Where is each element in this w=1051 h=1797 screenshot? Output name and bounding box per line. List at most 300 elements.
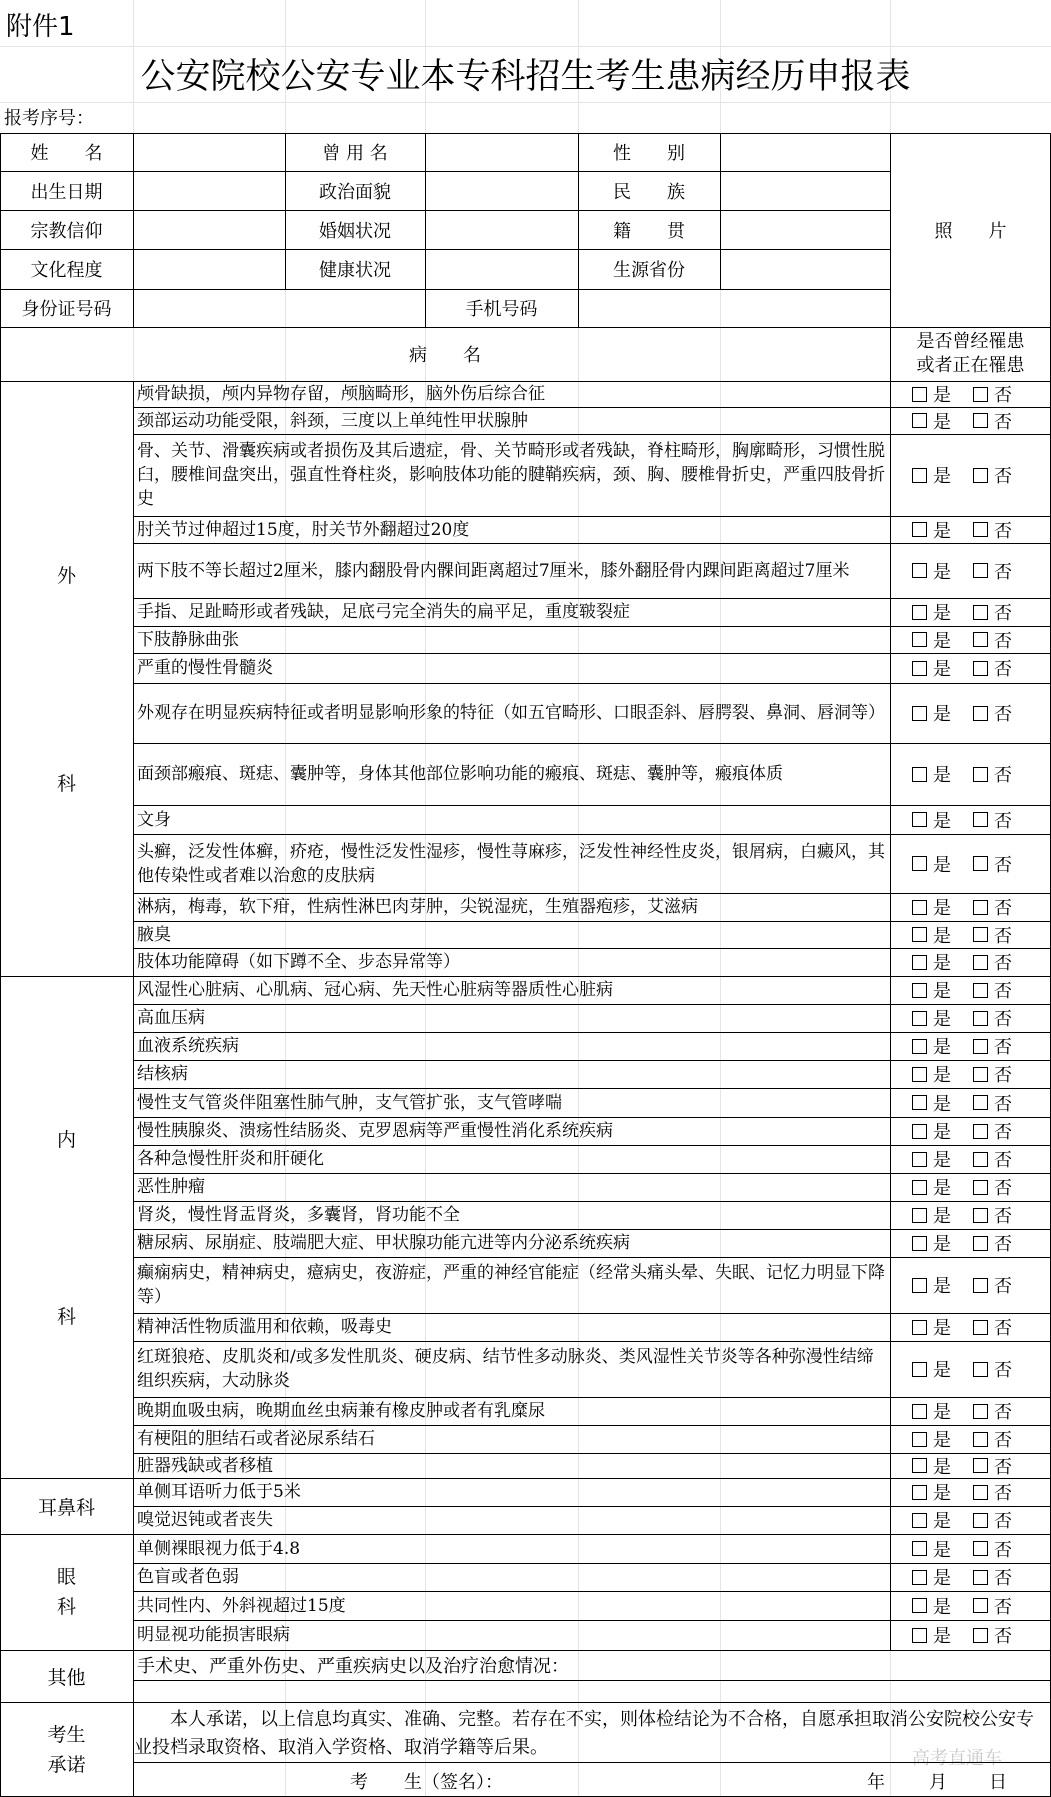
no-checkbox[interactable] (973, 1458, 988, 1473)
disease-name: 严重的慢性骨髓炎 (137, 658, 273, 678)
no-label: 否 (994, 1276, 1012, 1297)
yes-label: 是 (933, 1318, 951, 1339)
section-pledge-label1: 考生 (47, 1723, 86, 1746)
yes-label: 是 (933, 1150, 951, 1171)
disease-name: 风湿性心脏病、心肌病、冠心病、先天性心脏病等器质性心脏病 (137, 980, 613, 1000)
other-history-input[interactable] (133, 1680, 1051, 1702)
border-v (285, 133, 286, 289)
yes-checkbox[interactable] (912, 955, 927, 970)
disease-name: 面颈部瘢痕、斑痣、囊肿等，身体其他部位影响功能的瘢痕、斑痣、囊肿等，瘢痕体质 (137, 764, 783, 784)
yes-no-choice (890, 434, 1051, 516)
political-status-label: 政治面貌 (319, 181, 391, 203)
yes-no-choice (890, 1032, 1051, 1060)
yes-no-choice (890, 598, 1051, 626)
no-label: 否 (994, 1234, 1012, 1255)
no-label: 否 (994, 1150, 1012, 1171)
disease-name: 晚期血吸虫病，晚期血丝虫病兼有橡皮肿或者有乳糜尿 (137, 1401, 545, 1421)
border-h (133, 1229, 1051, 1230)
disease-name: 骨、关节、滑囊疾病或者损伤及其后遗症，骨、关节畸形或者残缺，脊柱畸形，胸廓畸形，习惯性脱臼，腰椎间盘突出，强直性脊柱炎，影响肢体功能的腱鞘疾病，颈、胸、腰椎骨折史，严重四肢骨折史 (137, 441, 885, 509)
no-label: 否 (994, 810, 1012, 832)
no-label: 否 (994, 704, 1012, 725)
no-checkbox[interactable] (973, 1598, 988, 1613)
yes-checkbox[interactable] (912, 387, 927, 402)
phone-input[interactable] (578, 289, 890, 327)
yes-checkbox[interactable] (912, 1598, 927, 1613)
no-label: 否 (994, 925, 1012, 947)
border-h (133, 1341, 1051, 1342)
border-h (133, 1257, 1051, 1258)
no-label: 否 (994, 953, 1012, 974)
photo-box[interactable]: 照 片 (934, 221, 1007, 242)
no-checkbox[interactable] (973, 706, 988, 721)
yes-label: 是 (933, 1483, 951, 1504)
no-label: 否 (994, 854, 1012, 876)
no-label: 否 (994, 1065, 1012, 1086)
other-history-prompt: 手术史、严重外伤史、严重疾病史以及治疗治愈情况： (137, 1656, 569, 1677)
no-checkbox[interactable] (973, 983, 988, 998)
yes-label: 是 (933, 1456, 951, 1478)
yes-no-choice (890, 1229, 1051, 1257)
yes-label: 是 (933, 385, 951, 406)
section-surgery-char1: 外 (56, 565, 76, 588)
no-checkbox[interactable] (973, 387, 988, 402)
no-checkbox[interactable] (973, 468, 988, 483)
yes-no-choice (890, 1257, 1051, 1313)
border-h (0, 381, 1051, 382)
no-checkbox[interactable] (973, 413, 988, 428)
yes-no-choice (890, 1060, 1051, 1088)
yes-no-choice (890, 1117, 1051, 1145)
id-number-label: 身份证号码 (21, 299, 112, 320)
yes-label: 是 (933, 953, 951, 974)
yes-checkbox[interactable] (912, 1513, 927, 1528)
watermark: 高考直通车 (912, 1748, 1002, 1769)
border-h (133, 626, 1051, 627)
yes-checkbox[interactable] (912, 1432, 927, 1447)
yes-no-choice (890, 543, 1051, 598)
border-h (133, 1088, 1051, 1089)
no-checkbox[interactable] (973, 927, 988, 942)
no-label: 否 (994, 1456, 1012, 1478)
section-internal-char1: 内 (56, 1129, 76, 1152)
no-label: 否 (994, 1626, 1012, 1647)
religion-input[interactable] (133, 210, 285, 249)
section-eye (0, 1534, 133, 1650)
yes-label: 是 (933, 603, 951, 624)
disease-name: 脏器残缺或者移植 (137, 1455, 273, 1476)
border-h (133, 1563, 1051, 1564)
yes-no-choice (890, 1506, 1051, 1534)
border-h (133, 1620, 1051, 1621)
no-label: 否 (994, 1511, 1012, 1532)
no-label: 否 (994, 659, 1012, 680)
section-internal-char2: 科 (56, 1305, 76, 1328)
disease-name: 肢体功能障碍（如下蹲不全、步态异常等） (137, 952, 460, 972)
no-checkbox[interactable] (973, 1011, 988, 1026)
no-label: 否 (994, 1430, 1012, 1451)
no-label: 否 (994, 1568, 1012, 1589)
yes-checkbox[interactable] (912, 1541, 927, 1556)
yes-checkbox[interactable] (912, 1067, 927, 1082)
no-checkbox[interactable] (973, 1152, 988, 1167)
no-label: 否 (994, 1206, 1012, 1227)
border-h (133, 1591, 1051, 1592)
yes-no-choice (890, 893, 1051, 921)
yes-checkbox[interactable] (912, 1039, 927, 1054)
yes-checkbox[interactable] (912, 1124, 927, 1139)
disease-name: 下肢静脉曲张 (137, 629, 239, 650)
yes-label: 是 (933, 1234, 951, 1255)
yes-label: 是 (933, 1276, 951, 1297)
yes-checkbox[interactable] (912, 1362, 927, 1377)
yes-checkbox[interactable] (912, 983, 927, 998)
disease-name: 手指、足趾畸形或者残缺，足底弓完全消失的扁平足，重度皲裂症 (137, 602, 630, 622)
border-h (133, 407, 1051, 408)
yes-label: 是 (933, 659, 951, 680)
border-h (133, 1313, 1051, 1314)
phone-label: 手机号码 (465, 299, 538, 320)
border-h (133, 598, 1051, 599)
no-checkbox[interactable] (973, 1570, 988, 1585)
disease-name: 腋臭 (137, 924, 171, 945)
yes-checkbox[interactable] (912, 1180, 927, 1195)
disease-name: 文身 (137, 809, 171, 830)
no-label: 否 (994, 1402, 1012, 1423)
disease-name: 各种急慢性肝炎和肝硬化 (137, 1149, 324, 1169)
yes-no-choice (890, 834, 1051, 893)
no-checkbox[interactable] (973, 1432, 988, 1447)
disease-name: 头癣，泛发性体癣，疥疮，慢性泛发性湿疹，慢性荨麻疹，泛发性神经性皮炎，银屑病，白癜风，其他传染性或者难以治愈的皮肤病 (137, 841, 885, 886)
yes-checkbox[interactable] (912, 1628, 927, 1643)
no-checkbox[interactable] (973, 1124, 988, 1139)
yes-checkbox[interactable] (912, 1278, 927, 1293)
border-h (0, 1478, 1051, 1479)
ethnicity-input[interactable] (720, 171, 890, 210)
disease-name: 外观存在明显疾病特征或者明显影响形象的特征（如五官畸形、口眼歪斜、唇腭裂、鼻洞、唇洞等） (137, 703, 885, 723)
signature-label: 考 生（签名）： (350, 1772, 503, 1793)
yes-checkbox[interactable] (912, 927, 927, 942)
yes-no-choice (890, 683, 1051, 743)
yes-no-choice (890, 1563, 1051, 1591)
disease-name: 共同性内、外斜视超过15度 (137, 1595, 346, 1616)
disease-name: 恶性肿瘤 (137, 1177, 205, 1197)
border-h (133, 516, 1051, 517)
border-h (133, 653, 1051, 654)
section-internal (0, 976, 133, 1478)
yes-checkbox[interactable] (912, 1458, 927, 1473)
marital-status-label: 婚姻状况 (319, 220, 391, 242)
border-h (133, 543, 1051, 544)
disease-name: 淋病，梅毒，软下疳，性病性淋巴肉芽肿，尖锐湿疣，生殖器疱疹，艾滋病 (137, 897, 698, 917)
border-h (133, 1145, 1051, 1146)
border-v (578, 133, 579, 327)
border-h (133, 834, 1051, 835)
border-h (0, 1702, 1051, 1703)
yes-label: 是 (933, 1511, 951, 1532)
yes-checkbox[interactable] (912, 632, 927, 647)
yes-no-choice (890, 1591, 1051, 1620)
name-input[interactable] (133, 133, 285, 171)
yes-no-choice (890, 921, 1051, 948)
yes-label: 是 (933, 1539, 951, 1561)
yes-no-choice (890, 948, 1051, 976)
no-checkbox[interactable] (973, 661, 988, 676)
gender-input[interactable] (720, 133, 890, 171)
section-eye-char2: 科 (56, 1596, 76, 1618)
section-ent: 耳鼻科 (37, 1496, 95, 1519)
yes-no-choice (890, 805, 1051, 834)
yes-label: 是 (933, 1065, 951, 1086)
yes-checkbox[interactable] (912, 1320, 927, 1335)
disease-name: 慢性胰腺炎、溃疡性结肠炎、克罗恩病等严重慢性消化系统疾病 (137, 1121, 613, 1141)
no-checkbox[interactable] (973, 605, 988, 620)
yes-checkbox[interactable] (912, 1485, 927, 1500)
no-label: 否 (994, 520, 1012, 542)
border-h (133, 1117, 1051, 1118)
disease-name: 肘关节过伸超过15度，肘关节外翻超过20度 (137, 519, 470, 540)
attachment-label: 附件1 (6, 11, 75, 42)
yes-no-choice (890, 516, 1051, 543)
border-v (425, 133, 426, 327)
id-number-input[interactable] (133, 289, 425, 327)
no-label: 否 (994, 765, 1012, 786)
border-h (133, 1397, 1051, 1398)
no-checkbox[interactable] (973, 900, 988, 915)
disease-name: 红斑狼疮、皮肌炎和/或多发性肌炎、硬皮病、结节性多动脉炎、类风湿性关节炎等各种弥漫性结缔组织疾病，大动脉炎 (137, 1347, 874, 1391)
disease-column-header: 病 名 (409, 345, 481, 366)
no-checkbox[interactable] (973, 632, 988, 647)
border-h (0, 1650, 1051, 1651)
political-status-input[interactable] (425, 171, 578, 210)
yes-label: 是 (933, 1568, 951, 1589)
no-label: 否 (994, 1596, 1012, 1618)
yes-label: 是 (933, 466, 951, 487)
yes-label: 是 (933, 1178, 951, 1199)
border-h (133, 921, 1051, 922)
ever-had-header-line1: 是否曾经罹患 (916, 331, 1025, 352)
border-h (133, 1680, 1051, 1681)
no-label: 否 (994, 1483, 1012, 1504)
no-label: 否 (994, 1178, 1012, 1199)
section-other: 其他 (47, 1666, 86, 1689)
border-v (0, 133, 1, 1797)
no-label: 否 (994, 1318, 1012, 1339)
border-h (133, 434, 1051, 435)
yes-no-choice (890, 1453, 1051, 1478)
border-h (133, 1201, 1051, 1202)
no-checkbox[interactable] (973, 1513, 988, 1528)
no-label: 否 (994, 561, 1012, 583)
yes-no-choice (890, 1534, 1051, 1563)
yes-label: 是 (933, 765, 951, 786)
no-checkbox[interactable] (973, 1320, 988, 1335)
yes-checkbox[interactable] (912, 1404, 927, 1419)
yes-label: 是 (933, 898, 951, 919)
no-checkbox[interactable] (973, 1236, 988, 1251)
section-eye-char1: 眼 (56, 1566, 76, 1588)
no-label: 否 (994, 411, 1012, 433)
no-checkbox[interactable] (973, 812, 988, 827)
no-checkbox[interactable] (973, 1180, 988, 1195)
yes-no-choice (890, 1425, 1051, 1453)
no-checkbox[interactable] (973, 1541, 988, 1556)
yes-label: 是 (933, 411, 951, 433)
border-h (133, 1453, 1051, 1454)
yes-checkbox[interactable] (912, 413, 927, 428)
no-checkbox[interactable] (973, 1628, 988, 1643)
no-label: 否 (994, 1539, 1012, 1561)
yes-no-choice (890, 1088, 1051, 1117)
yes-checkbox[interactable] (912, 856, 927, 871)
section-pledge-label2: 承诺 (47, 1753, 86, 1776)
signature-input[interactable] (570, 1766, 860, 1796)
yes-label: 是 (933, 925, 951, 947)
yes-checkbox[interactable] (912, 767, 927, 782)
yes-checkbox[interactable] (912, 1236, 927, 1251)
disease-name: 有梗阻的胆结石或者泌尿系结石 (137, 1429, 375, 1449)
no-label: 否 (994, 1360, 1012, 1381)
border-h (133, 1762, 1051, 1763)
disease-name: 两下肢不等长超过2厘米，膝内翻股骨内髁间距离超过7厘米，膝外翻胫骨内踝间距离超过7厘米 (137, 560, 850, 581)
health-status-input[interactable] (425, 249, 578, 289)
border-h (133, 1004, 1051, 1005)
disease-name: 明显视功能损害眼病 (137, 1625, 290, 1645)
marital-status-input[interactable] (425, 210, 578, 249)
border-h (0, 133, 1051, 134)
yes-label: 是 (933, 1430, 951, 1451)
border-h (133, 1060, 1051, 1061)
yes-checkbox[interactable] (912, 900, 927, 915)
yes-no-choice (890, 743, 1051, 805)
education-input[interactable] (133, 249, 285, 289)
health-status-label: 健康状况 (319, 260, 391, 281)
disease-name: 嗅觉迟钝或者丧失 (137, 1510, 273, 1530)
yes-no-choice (890, 1004, 1051, 1032)
disease-name: 糖尿病、尿崩症、肢端肥大症、甲状腺功能亢进等内分泌系统疾病 (137, 1233, 630, 1253)
no-checkbox[interactable] (973, 1208, 988, 1223)
no-checkbox[interactable] (973, 955, 988, 970)
no-label: 否 (994, 385, 1012, 406)
no-checkbox[interactable] (973, 563, 988, 578)
birth-date-input[interactable] (133, 171, 285, 210)
pledge-text: 本人承诺，以上信息均真实、准确、完整。若存在不实，则体检结论为不合格，自愿承担取消公安院校公安专业投档录取资格、取消入学资格、取消学籍等后果。 (134, 1709, 1034, 1758)
no-checkbox[interactable] (973, 1485, 988, 1500)
yes-checkbox[interactable] (912, 1011, 927, 1026)
disease-name: 癫痫病史，精神病史，癔病史，夜游症，严重的神经官能症（经常头痛头晕、失眠、记忆力明显下降等） (137, 1263, 885, 1307)
no-label: 否 (994, 1122, 1012, 1143)
border-h (133, 1506, 1051, 1507)
religion-label: 宗教信仰 (30, 220, 103, 242)
no-checkbox[interactable] (973, 1362, 988, 1377)
yes-checkbox[interactable] (912, 1152, 927, 1167)
yes-checkbox[interactable] (912, 563, 927, 578)
serial-number-label: 报考序号： (4, 108, 94, 129)
native-place-input[interactable] (720, 210, 890, 249)
yes-checkbox[interactable] (912, 1095, 927, 1110)
no-checkbox[interactable] (973, 1404, 988, 1419)
border-h (133, 1032, 1051, 1033)
yes-label: 是 (933, 810, 951, 832)
border-h (0, 976, 1051, 977)
border-h (133, 893, 1051, 894)
no-checkbox[interactable] (973, 522, 988, 537)
border-h (0, 327, 1051, 328)
yes-label: 是 (933, 1037, 951, 1058)
border-h (133, 683, 1051, 684)
yes-label: 是 (933, 981, 951, 1002)
former-name-input[interactable] (425, 133, 578, 171)
yes-label: 是 (933, 520, 951, 542)
education-label: 文化程度 (30, 260, 103, 281)
yes-label: 是 (933, 854, 951, 876)
yes-checkbox[interactable] (912, 661, 927, 676)
border-h (133, 805, 1051, 806)
no-checkbox[interactable] (973, 1067, 988, 1082)
ever-had-column-header (890, 327, 1051, 381)
origin-province-label: 生源省份 (613, 260, 685, 281)
no-label: 否 (994, 466, 1012, 487)
yes-checkbox[interactable] (912, 812, 927, 827)
yes-label: 是 (933, 1626, 951, 1647)
yes-checkbox[interactable] (912, 706, 927, 721)
disease-name: 颅骨缺损，颅内异物存留，颅脑畸形，脑外伤后综合征 (137, 384, 545, 404)
date-month-label: 月 (929, 1772, 947, 1793)
border-h (0, 1534, 1051, 1535)
border-h (133, 743, 1051, 744)
page-title: 公安院校公安专业本专科招生考生患病经历申报表 (140, 57, 911, 97)
no-checkbox[interactable] (973, 1278, 988, 1293)
yes-no-choice (890, 381, 1051, 407)
disease-name: 单侧裸眼视力低于4.8 (137, 1538, 301, 1559)
yes-no-choice (890, 976, 1051, 1004)
yes-label: 是 (933, 704, 951, 725)
border-h (133, 1425, 1051, 1426)
yes-no-choice (890, 1313, 1051, 1341)
yes-checkbox[interactable] (912, 1208, 927, 1223)
yes-no-choice (890, 1397, 1051, 1425)
no-checkbox[interactable] (973, 856, 988, 871)
yes-no-choice (890, 1620, 1051, 1650)
gender-label: 性 别 (613, 143, 685, 164)
no-label: 否 (994, 603, 1012, 624)
no-checkbox[interactable] (973, 767, 988, 782)
yes-no-choice (890, 1145, 1051, 1173)
ethnicity-label: 民 族 (613, 181, 685, 203)
yes-label: 是 (933, 1009, 951, 1030)
origin-province-input[interactable] (720, 249, 890, 289)
no-label: 否 (994, 1093, 1012, 1115)
yes-checkbox[interactable] (912, 522, 927, 537)
ever-had-header-line2: 或者正在罹患 (916, 355, 1025, 376)
yes-label: 是 (933, 1402, 951, 1423)
date-day-label: 日 (989, 1772, 1007, 1793)
border-v (133, 133, 134, 327)
no-checkbox[interactable] (973, 1039, 988, 1054)
yes-checkbox[interactable] (912, 605, 927, 620)
no-checkbox[interactable] (973, 1095, 988, 1110)
yes-no-choice (890, 653, 1051, 683)
yes-checkbox[interactable] (912, 1570, 927, 1585)
name-label: 姓 名 (30, 143, 103, 164)
yes-label: 是 (933, 561, 951, 583)
section-surgery-char2: 科 (56, 772, 76, 795)
disease-name: 精神活性物质滥用和依赖，吸毒史 (137, 1317, 392, 1337)
yes-checkbox[interactable] (912, 468, 927, 483)
disease-name: 肾炎，慢性肾盂肾炎，多囊肾，肾功能不全 (137, 1205, 460, 1225)
former-name-label: 曾 用 名 (322, 143, 388, 164)
yes-label: 是 (933, 1093, 951, 1115)
section-surgery (0, 381, 133, 976)
